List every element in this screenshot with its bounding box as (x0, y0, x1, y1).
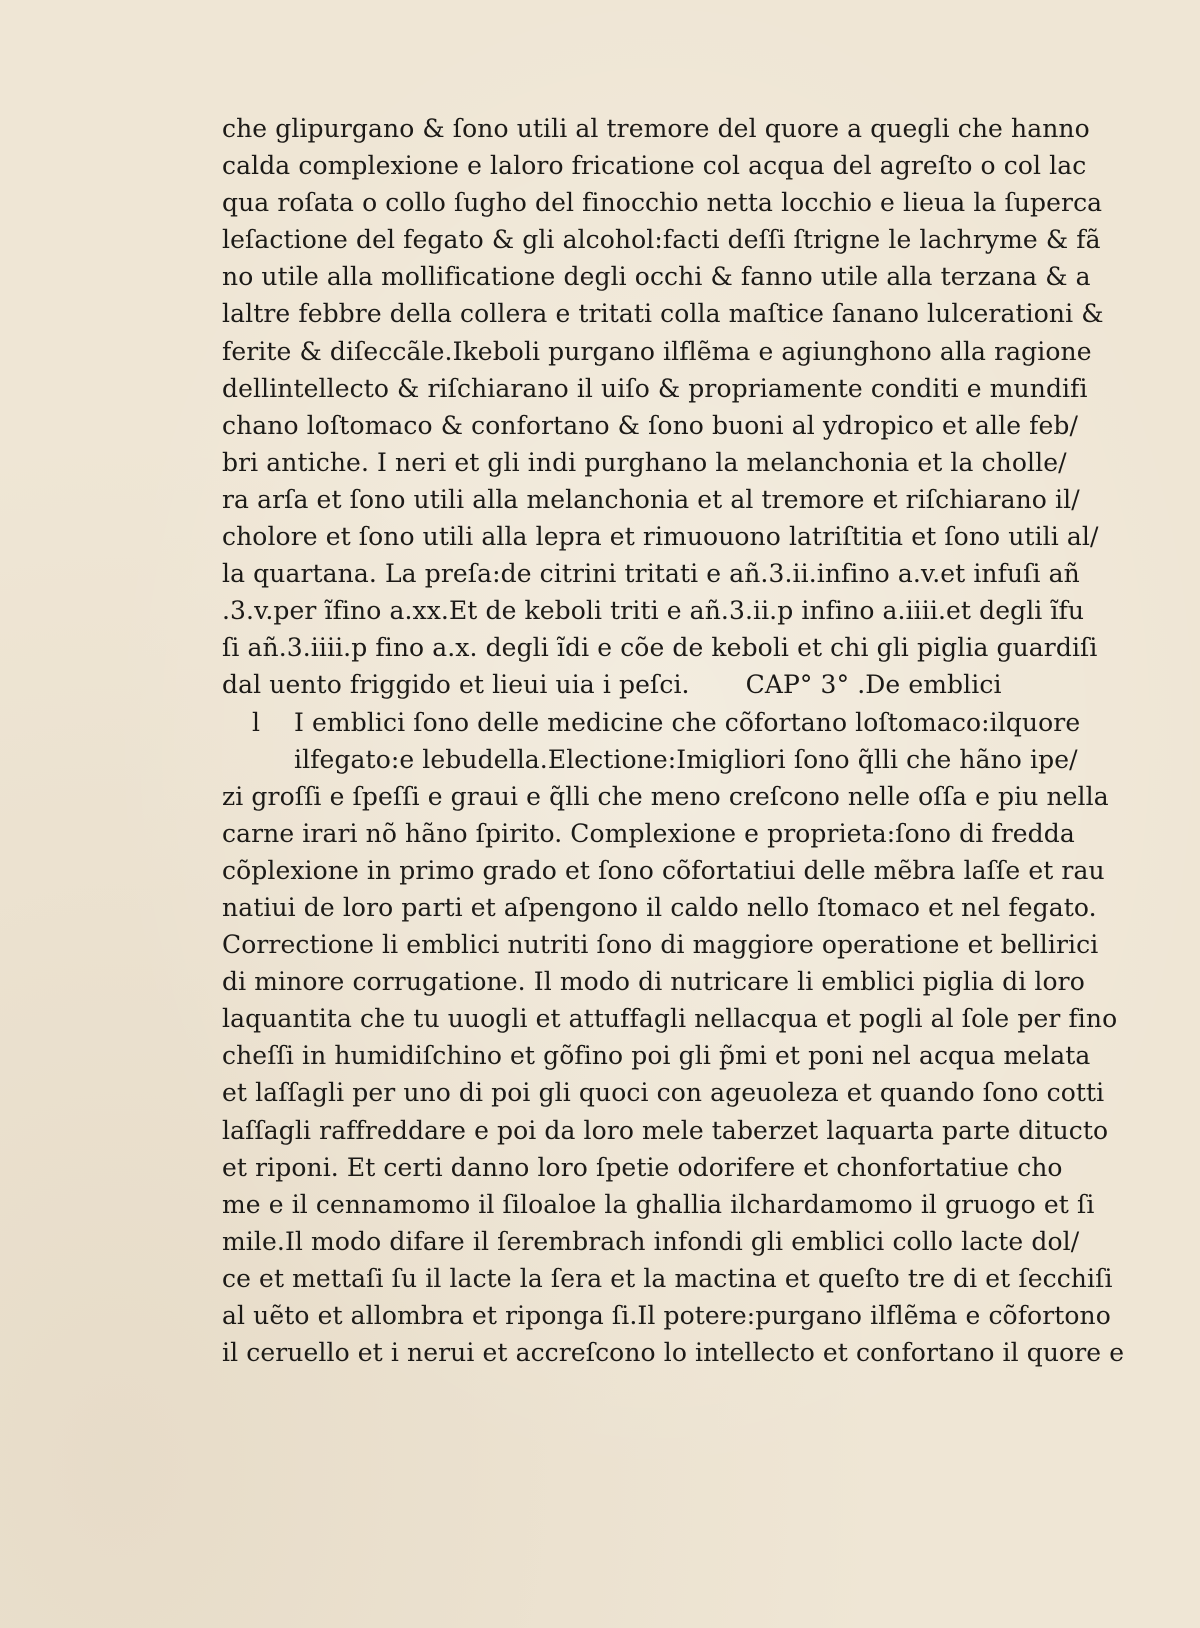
text-line-indented: ilfegato:e lebudella.Electione:Imigliori ſono q̃lli che hãno ipe/ (294, 744, 1078, 774)
text-line: la quartana. La preſa:de citrini tritati e añ.3.ii.infino a.v.et infuſi añ (222, 559, 1080, 589)
text-line: zi groſſi e ſpeſſi e graui e q̃lli che meno creſcono nelle oſſa e piu nella (222, 781, 1109, 811)
text-line: ra arſa et ſono utili alla melanchonia et al tremore et riſchiarano il/ (222, 484, 1080, 514)
text-line: ſi añ.3.iiii.p fino a.x. degli ĩdi e cõe de keboli et chi gli piglia guardiſi (222, 633, 1098, 663)
guide-letter: l (252, 707, 261, 737)
text-line: cõplexione in primo grado et ſono cõfortatiui delle mẽbra laſſe et rau (222, 855, 1105, 885)
text-line: ce et mettaſi ſu il lacte la ſera et la mactina et queſto tre di et ſecchiſi (222, 1263, 1113, 1293)
text-line: et riponi. Et certi danno loro ſpetie odorifere et chonfortatiue cho (222, 1152, 1063, 1182)
text-line: chano loſtomaco & confortano & ſono buoni al ydropico et alle feb/ (222, 410, 1079, 440)
text-column (222, 110, 1125, 1371)
text-line: laltre febbre della collera e tritati colla maſtice ſanano lulcerationi & (222, 299, 1104, 329)
text-line: il ceruello et i nerui et accreſcono lo intellecto et confortano il quore e (222, 1338, 1125, 1368)
text-line: dellintellecto & riſchiarano il uiſo & propriamente conditi e mundifi (222, 373, 1088, 403)
text-line: di minore corrugatione. Il modo di nutricare li emblici piglia di loro (222, 967, 1085, 997)
text-line: laſſagli raffreddare e poi da loro mele taberzet laquarta parte ditucto (222, 1115, 1109, 1145)
text-line: cheſſi in humidiſchino et gõfino poi gli p̃mi et poni nel acqua melata (222, 1041, 1091, 1071)
text-line: carne irari nõ hãno ſpirito. Complexione e proprieta:ſono di fredda (222, 818, 1075, 848)
text-line: al uẽto et allombra et riponga ſi.Il potere:purgano ilflẽma e cõfortono (222, 1301, 1111, 1330)
text-line: bri antiche. I neri et gli indi purghano la melanchonia et la cholle/ (222, 447, 1067, 477)
text-line: mile.Il modo difare il ſerembrach infondi gli emblici collo lacte dol/ (222, 1226, 1080, 1256)
text-line: cholore et ſono utili alla lepra et rimuouono latriſtitia et ſono utili al/ (222, 522, 1099, 552)
text-line: calda complexione e laloro fricatione col acqua del agreſto o col lac (222, 151, 1087, 181)
initial-line (222, 704, 1102, 741)
text-line: .3.v.per ĩfino a.xx.Et de keboli triti e añ.3.ii.p infino a.iiii.et degli ĩfu (222, 596, 1085, 626)
text-line: me e il cennamomo il ſiloaloe la ghallia ilchardamomo il gruogo et ſi (222, 1189, 1095, 1219)
text-line: no utile alla mollificatione degli occhi & fanno utile alla terzana & a (222, 262, 1091, 292)
chapter-heading: CAP° 3° .De emblici (745, 670, 1002, 700)
text-line: che glipurgano & ſono utili al tremore del quore a quegli che hanno (222, 114, 1090, 143)
text-line: natiui de loro parti et aſpengono il caldo nello ſtomaco et nel fegato. (222, 892, 1097, 922)
text-line-left: dal uento friggido et lieui uia i peſci. (222, 670, 690, 700)
text-line: Correctione li emblici nutriti ſono di maggiore operatione et bellirici (222, 930, 1099, 960)
text-line: laquantita che tu uuogli et attuffagli nellacqua et pogli al ſole per fino (222, 1004, 1118, 1034)
chapter-heading-line (222, 666, 1102, 703)
text-line: I emblici ſono delle medicine che cõfortano loſtomaco:ilquore (294, 707, 1081, 737)
text-line: leſactione del fegato & gli alcohol:facti deſſi ſtrigne le lachryme & fã (222, 225, 1101, 255)
text-line: qua roſata o collo ſugho del finocchio netta locchio e lieua la ſuperca (222, 188, 1103, 218)
text-line: et laſſagli per uno di poi gli quoci con ageuoleza et quando ſono cotti (222, 1078, 1105, 1108)
text-line: ferite & diſeccãle.Ikeboli purgano ilflẽma e agiunghono alla ragione (222, 336, 1092, 366)
